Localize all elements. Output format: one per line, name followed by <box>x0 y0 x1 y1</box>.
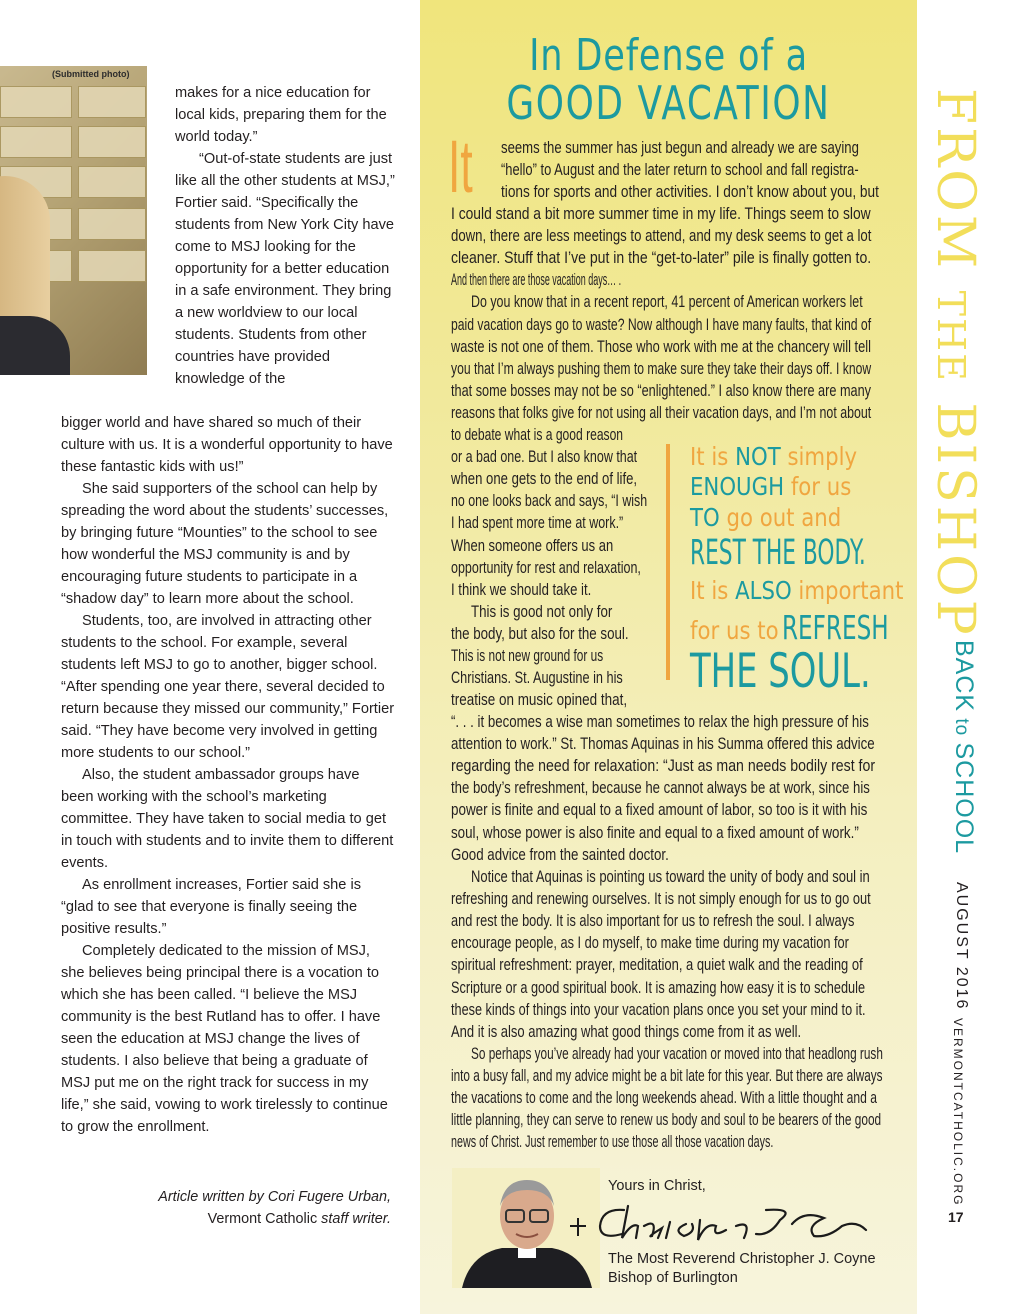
article-paragraph-quote-continued: bigger world and have shared so much of their culture with us. It is a wonderful opportunity to have these fantastic kids with us!” <box>61 415 393 475</box>
column-line: And it is also amazing what good things come from it as well. <box>451 1021 802 1041</box>
column-line: to debate what is a good reason <box>451 425 624 444</box>
column-line: no one looks back and says, “I wish <box>451 491 648 511</box>
article-paragraph: Completely dedicated to the mission of MSJ, she believes being principal there is a vocation to which she has been called. “I believe the MSJ community is the best Rutland has to offer. I have seen the education at MSJ change the lives of students. I also believe that being a graduate of MSJ put me on the right track for success in my life,” she said, vowing to work tirelessly to continue to grow the enrollment. <box>61 943 388 1135</box>
issue-theme-vertical <box>949 640 978 854</box>
article-body <box>61 478 395 1138</box>
column-line: and rest the body. It is also important for us to refresh the soul. I always <box>451 911 855 931</box>
column-line: Scripture or a good spiritual book. It is amazing how easy it is to schedule <box>451 977 866 997</box>
pq-text: simply <box>780 442 858 471</box>
column-line: that some bosses may not be so “enlightened.” I also know there are many <box>451 380 872 400</box>
column-line: I had spent more time at work.” <box>451 513 624 533</box>
column-line: regarding the need for relaxation: “Just as man needs bodily rest for <box>451 756 876 776</box>
drop-cap: It <box>448 125 473 208</box>
pq-text: for us <box>784 472 852 501</box>
pq-text: REFRESH <box>782 608 889 647</box>
pq-text: THE SOUL. <box>690 644 871 699</box>
handwritten-signature <box>566 1196 876 1246</box>
column-line: soul, whose power is also finite and equal to a fixed amount of work.” <box>451 822 859 842</box>
column-line: attention to work.” St. Thomas Aquinas in his Summa offered this advice <box>451 734 875 754</box>
article-paragraph-quote: “Out-of-state students are just like all the other students at MSJ,” Fortier said. “Specifically the students from New York City have come to MSJ looking for the opportunity for a better education in a safe environment. They bring a new worldview to our local students. Students from other countries have provided knowledge of the <box>175 151 395 387</box>
column-line: Good advice from the sainted doctor. <box>451 844 669 864</box>
issue-date-vertical: AUGUST 2016 <box>953 882 970 1011</box>
section-title-vertical <box>925 88 985 638</box>
column-line: “. . . it becomes a wise man sometimes to relax the high pressure of his <box>451 712 869 731</box>
column-line: power is finite and equal to a fixed amount of labor, so too is it with his <box>451 800 868 820</box>
column-line: Notice that Aquinas is pointing us toward the unity of body and soul in <box>471 867 870 886</box>
section-title-word: THE <box>929 290 973 383</box>
column-line: encourage people, as I do myself, to make time during my vacation for <box>451 933 849 953</box>
column-line: little planning, they can serve to renew us body and soul to be bearers of the good <box>451 1110 882 1130</box>
pq-text: REST THE BODY. <box>690 533 866 573</box>
issue-theme-word: BACK <box>950 640 978 713</box>
column-line: opportunity for rest and relaxation, <box>451 557 641 577</box>
photo-credit: (Submitted photo) <box>52 69 130 79</box>
column-line: And then there are those vacation days… . <box>451 270 622 290</box>
pq-text: TO <box>690 503 720 532</box>
byline-author: Article written by Cori Fugere Urban, <box>158 1189 391 1205</box>
pq-text: It is <box>690 576 736 605</box>
column-line: I could stand a bit more summer time in my life. Things seem to slow <box>451 204 871 223</box>
byline-role: staff writer. <box>321 1211 391 1227</box>
issue-theme-word: SCHOOL <box>950 742 978 855</box>
column-line: tions for sports and other activities. I don’t know about you, but <box>501 182 879 201</box>
column-line: when one gets to the end of life, <box>451 469 638 489</box>
article-byline <box>61 1186 391 1230</box>
column-line: treatise on music opined that, <box>451 690 628 710</box>
column-line: When someone offers us an <box>451 535 614 555</box>
column-line: Do you know that in a recent report, 41 percent of American workers let <box>471 292 863 312</box>
column-line: “hello” to August and the later return to school and fall registra- <box>501 160 859 179</box>
issue-theme-word: to <box>951 712 972 743</box>
column-line: Christians. St. Augustine in his <box>451 668 623 688</box>
closing-salutation: Yours in Christ, <box>608 1178 706 1194</box>
column-line: these kinds of things into your vacation plans once you set your mind to it. <box>451 999 866 1019</box>
byline-publication: Vermont Catholic <box>207 1211 322 1227</box>
pullquote-bar <box>666 444 670 680</box>
article-paragraph-intro: makes for a nice education for local kids, preparing them for the world today.” <box>175 85 387 145</box>
article-paragraph: She said supporters of the school can help by spreading the word about the students’ successes, by bringing future “Mounties” to the school to see how wonderful the MSJ community is and by encouraging future students to participate in a “shadow day” to learn more about the school. <box>61 481 389 607</box>
column-line: This is good not only for <box>471 601 613 621</box>
pq-text: It is <box>690 442 736 471</box>
signature-name: The Most Reverend Christopher J. Coyne <box>608 1251 876 1267</box>
pq-text: NOT <box>735 442 781 471</box>
signature-title: Bishop of Burlington <box>608 1270 738 1286</box>
column-line: you that I’m always pushing them to make sure they take their days off. I know <box>451 358 872 378</box>
column-line: or a bad one. But I also know that <box>451 447 638 467</box>
pq-text: important <box>791 576 904 605</box>
column-line: waste is not one of them. Those who work with me at the chancery will tell <box>451 336 871 356</box>
column-line: the body, but also for the soul. <box>451 623 629 643</box>
column-line: news of Christ. Just remember to use those all those vacation days. <box>451 1132 774 1152</box>
article-paragraph: Students, too, are involved in attracting other students to the school. For example, several students left MSJ to go to another, bigger school. “After spending one year there, several decided to return because they missed our community,” Fortier said. “They have become very involved in getting more students to our school.” <box>61 613 395 761</box>
column-title-line2: GOOD VACATION <box>506 76 831 130</box>
column-line: down, there are less meetings to attend, and my desk seems to get a lot <box>451 226 872 246</box>
pq-text: ALSO <box>735 576 792 605</box>
column-title-line1: In Defense of a <box>529 30 808 81</box>
section-title-word: BISHOP <box>925 402 985 638</box>
column-line: the vacations to come and the long weekends ahead. With a little thought and a <box>451 1088 877 1108</box>
pq-text: go out and <box>719 503 842 532</box>
column-line: So perhaps you’ve already had your vacation or moved into that headlong rush <box>471 1044 883 1063</box>
column-line: refreshing and renewing ourselves. It is not simply enough for us to go out <box>451 889 871 909</box>
principal-photo <box>0 66 147 375</box>
column-line: paid vacation days go to waste? Now although I have many faults, that kind of <box>451 314 872 334</box>
column-line: I think we should take it. <box>451 579 592 599</box>
column-line: seems the summer has just begun and already we are saying <box>501 138 859 157</box>
column-line: reasons that folks give for not using all their vacation days, and I’m not about <box>451 402 872 422</box>
column-line: This is not new ground for us <box>451 646 604 665</box>
article-paragraph: As enrollment increases, Fortier said she is “glad to see that everyone is finally seeing the positive results.” <box>61 877 362 937</box>
column-line: spiritual refreshment: prayer, meditation, a quiet walk and the reading of <box>451 955 863 975</box>
article-paragraph: Also, the student ambassador groups have been working with the school’s marketing committee. They have taken to social media to get in touch with students and to invite them to different events. <box>61 767 394 871</box>
pq-text: for us to <box>690 616 779 645</box>
column-line: the body’s refreshment, because he cannot always be at work, since his <box>451 778 870 798</box>
pq-text: ENOUGH <box>690 472 785 501</box>
website-vertical: VERMONTCATHOLIC.ORG <box>951 1018 965 1207</box>
column-line: into a busy fall, and my advice might be a bit late for this year. But there are always <box>451 1066 883 1086</box>
page-number: 17 <box>948 1209 964 1225</box>
section-title-word: FROM <box>925 88 985 272</box>
column-line: cleaner. Stuff that I’ve put in the “get-to-later” pile is finally gotten to. <box>451 248 872 268</box>
